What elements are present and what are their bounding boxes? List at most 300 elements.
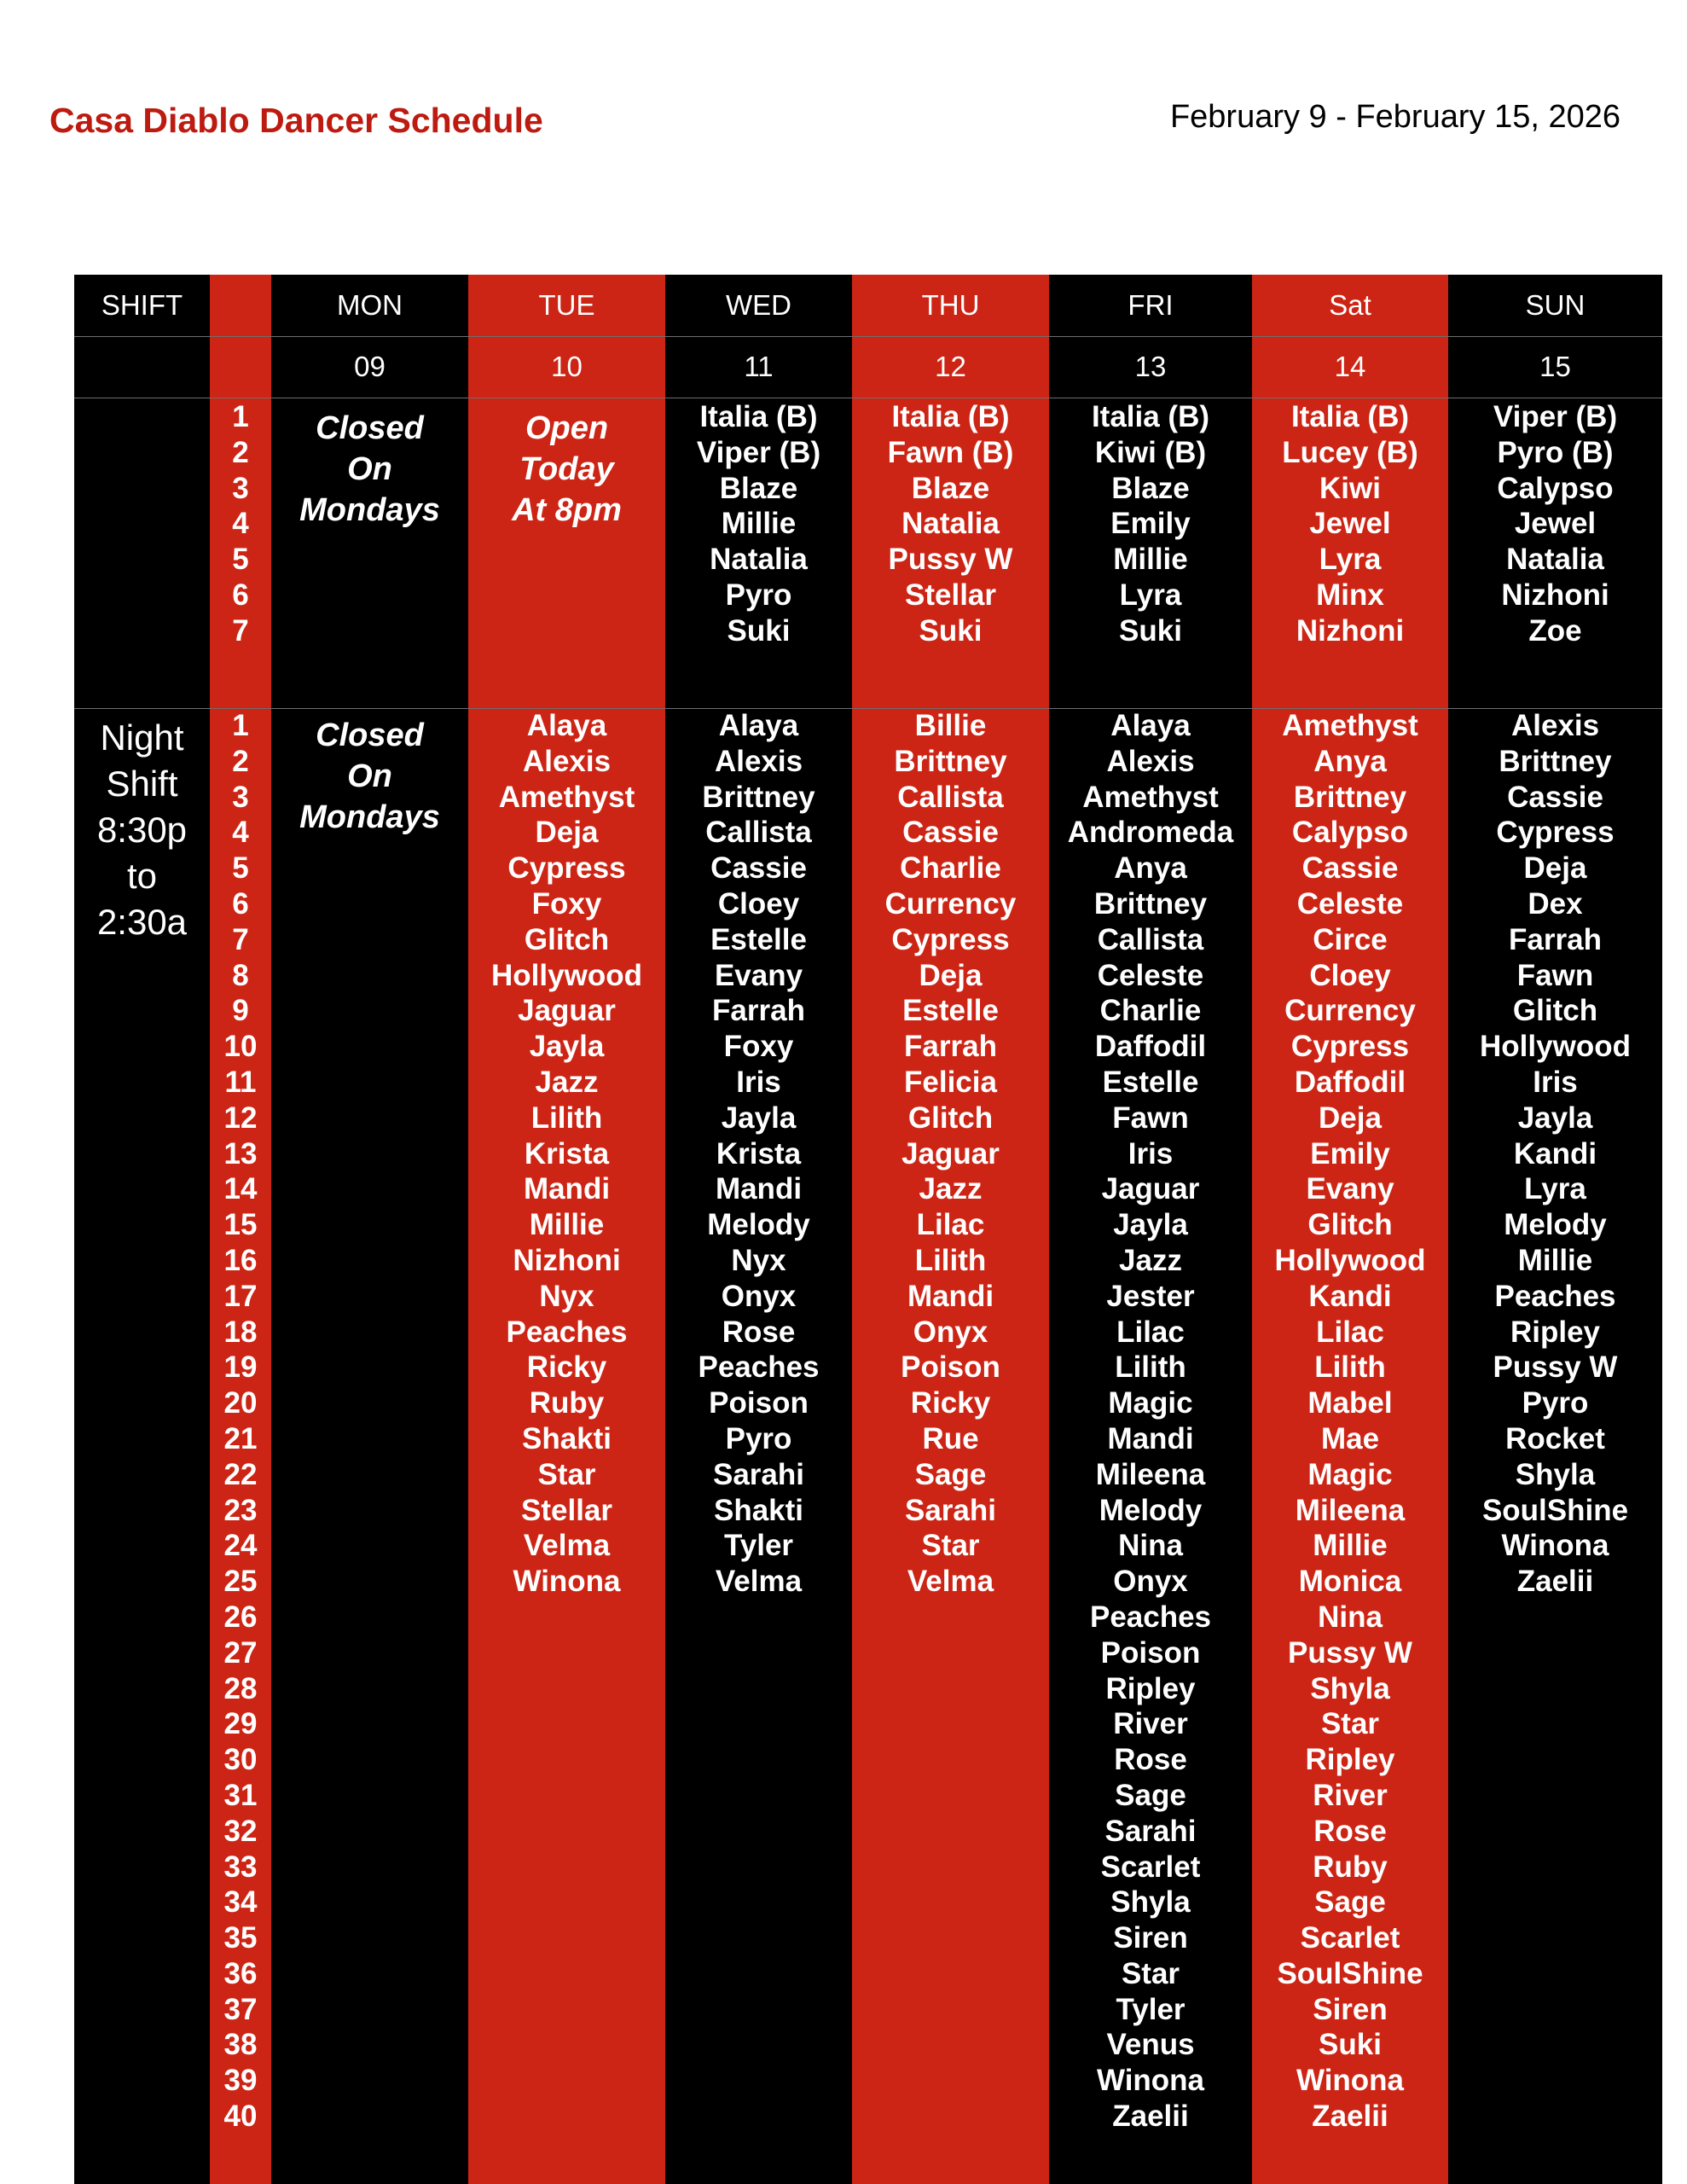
dancer-name: Dex bbox=[1528, 886, 1583, 921]
dancer-name: Natalia bbox=[1506, 543, 1604, 577]
top-roster bbox=[1448, 399, 1662, 649]
night-roster bbox=[665, 708, 852, 1600]
dancer-name: Ruby bbox=[1313, 1850, 1388, 1884]
dancer-name: Evany bbox=[714, 958, 803, 992]
dancer-name: Pyro (B) bbox=[1497, 435, 1614, 469]
dancer-name: Star bbox=[537, 1457, 596, 1491]
dancer-name: Krista bbox=[524, 1136, 610, 1170]
dancer-name: Peaches bbox=[1494, 1279, 1616, 1313]
slot-number: 32 bbox=[223, 1814, 258, 1848]
dancer-name: Celeste bbox=[1296, 886, 1404, 921]
slot-number: 34 bbox=[223, 1885, 258, 1920]
dancer-name: Pyro bbox=[725, 578, 792, 612]
dancer-name: Alexis bbox=[522, 744, 612, 778]
slot-number: 11 bbox=[224, 1065, 257, 1099]
schedule-table bbox=[74, 275, 1662, 2184]
dancer-name: Felicia bbox=[904, 1065, 997, 1099]
dancer-name: Jayla bbox=[1517, 1101, 1593, 1135]
slot-number: 25 bbox=[223, 1565, 258, 1599]
dancer-name: Star bbox=[1320, 1707, 1380, 1741]
dancer-name: Shyla bbox=[1310, 1671, 1390, 1705]
dancer-name: Star bbox=[1121, 1956, 1180, 1990]
slot-number: 1 bbox=[232, 400, 249, 433]
dancer-name: Hollywood bbox=[1480, 1030, 1631, 1064]
dancer-name: Andromeda bbox=[1067, 816, 1234, 850]
dancer-name: Jaguar bbox=[1101, 1172, 1200, 1206]
slot-number: 3 bbox=[232, 471, 249, 505]
slot-number: 23 bbox=[223, 1493, 258, 1527]
night-roster bbox=[1049, 708, 1252, 2135]
dancer-name: Lilac bbox=[916, 1208, 985, 1242]
dancer-name: Blaze bbox=[719, 471, 798, 505]
dancer-name: Poison bbox=[901, 1350, 1000, 1385]
night-roster bbox=[852, 708, 1049, 1600]
dancer-name: Viper (B) bbox=[696, 435, 821, 469]
slot-number: 14 bbox=[223, 1172, 258, 1206]
dancer-name: Italia (B) bbox=[1091, 400, 1210, 433]
closed-note-night: Closed On Mondays bbox=[299, 717, 440, 835]
day-date: 14 bbox=[1252, 336, 1448, 398]
dancer-name: Peaches bbox=[506, 1315, 628, 1349]
dancer-name: Jaguar bbox=[518, 994, 616, 1028]
dancer-name: Zaelii bbox=[1312, 2100, 1388, 2134]
dancer-name: Velma bbox=[523, 1529, 611, 1563]
dancer-name: Estelle bbox=[1102, 1065, 1199, 1099]
shift-column bbox=[74, 275, 210, 2184]
slot-number: 8 bbox=[232, 958, 249, 992]
dancer-name: Shakti bbox=[521, 1421, 612, 1455]
slot-number: 31 bbox=[223, 1778, 258, 1812]
dancer-name: Charlie bbox=[1099, 994, 1202, 1028]
dancer-name: Glitch bbox=[524, 922, 610, 956]
slot-number: 30 bbox=[223, 1743, 258, 1777]
dancer-name: Zaelii bbox=[1516, 1565, 1594, 1599]
page-title: Casa Diablo Dancer Schedule bbox=[49, 101, 543, 140]
dancer-name: Sage bbox=[914, 1457, 987, 1491]
dancer-name: Kiwi bbox=[1319, 471, 1381, 505]
slot-number: 3 bbox=[232, 780, 249, 814]
slot-number: 40 bbox=[223, 2100, 258, 2134]
dancer-name: Amethyst bbox=[498, 780, 635, 814]
dancer-name: Iris bbox=[1533, 1065, 1578, 1099]
date-range: February 9 - February 15, 2026 bbox=[1169, 99, 1620, 135]
slot-number: 15 bbox=[223, 1208, 258, 1242]
dancer-name: Millie bbox=[529, 1208, 605, 1242]
dancer-name: Cypress bbox=[891, 922, 1010, 956]
day-date: 13 bbox=[1049, 336, 1252, 398]
dancer-name: Millie bbox=[1517, 1243, 1593, 1277]
dancer-name: Nyx bbox=[731, 1243, 786, 1277]
dancer-name: Anya bbox=[1114, 851, 1187, 886]
dancer-name: Peaches bbox=[1089, 1600, 1212, 1634]
dancer-name: Scarlet bbox=[1100, 1850, 1201, 1884]
dancer-name: Lilac bbox=[1316, 1315, 1384, 1349]
dancer-name: Shakti bbox=[713, 1493, 804, 1527]
dancer-name: Natalia bbox=[901, 507, 1000, 541]
dancer-name: Hollywood bbox=[1274, 1243, 1426, 1277]
dancer-name: Onyx bbox=[721, 1279, 797, 1313]
dancer-name: Millie bbox=[721, 507, 797, 541]
dancer-name: Amethyst bbox=[1282, 709, 1418, 742]
dancer-name: Mae bbox=[1320, 1421, 1380, 1455]
dancer-name: Sarahi bbox=[713, 1457, 804, 1491]
day-column-thu bbox=[852, 275, 1049, 2184]
top-roster bbox=[1252, 399, 1448, 649]
dancer-name: Venus bbox=[1106, 2028, 1195, 2062]
slot-number: 22 bbox=[223, 1457, 258, 1491]
dancer-name: Melody bbox=[1099, 1493, 1203, 1527]
dancer-name: Onyx bbox=[1113, 1565, 1188, 1599]
slot-number: 6 bbox=[232, 886, 249, 921]
dancer-name: Kiwi (B) bbox=[1094, 435, 1207, 469]
dancer-name: Lucey (B) bbox=[1282, 435, 1418, 469]
dancer-name: Estelle bbox=[710, 922, 807, 956]
dancer-name: Tyler bbox=[1116, 1992, 1186, 2026]
dancer-name: Glitch bbox=[1307, 1208, 1393, 1242]
dancer-name: Cloey bbox=[1309, 958, 1391, 992]
slot-number: 28 bbox=[223, 1671, 258, 1705]
dancer-name: Winona bbox=[1096, 2064, 1205, 2098]
dancer-name: Magic bbox=[1307, 1457, 1393, 1491]
slot-number: 4 bbox=[232, 507, 249, 541]
dancer-name: Cassie bbox=[1301, 851, 1399, 886]
day-header: Sat bbox=[1252, 275, 1448, 337]
dancer-name: Daffodil bbox=[1294, 1065, 1406, 1099]
dancer-name: Magic bbox=[1108, 1386, 1193, 1420]
dancer-name: Lilac bbox=[1116, 1315, 1185, 1349]
dancer-name: Lilith bbox=[530, 1101, 603, 1135]
day-header: SUN bbox=[1448, 275, 1662, 337]
dancer-name: Zoe bbox=[1528, 613, 1582, 648]
dancer-name: Deja bbox=[535, 816, 599, 850]
dancer-name: Callista bbox=[705, 816, 812, 850]
dancer-name: Poison bbox=[1100, 1635, 1201, 1670]
dancer-name: Alaya bbox=[526, 709, 607, 742]
dancer-name: Ricky bbox=[526, 1350, 607, 1385]
dancer-name: Pussy W bbox=[1288, 1635, 1412, 1670]
slot-number: 39 bbox=[223, 2064, 258, 2098]
dancer-name: Lilith bbox=[914, 1243, 987, 1277]
dancer-name: Deja bbox=[919, 958, 983, 992]
dancer-name: Lyra bbox=[1319, 543, 1382, 577]
open-note: Open Today At 8pm bbox=[512, 410, 622, 528]
dancer-name: Evany bbox=[1306, 1172, 1394, 1206]
closed-note: Closed On Mondays bbox=[299, 410, 440, 528]
dancer-name: Billie bbox=[914, 709, 987, 742]
dancer-name: SoulShine bbox=[1481, 1493, 1629, 1527]
day-column-wed bbox=[665, 275, 852, 2184]
dancer-name: Jewel bbox=[1309, 507, 1391, 541]
night-slot-numbers bbox=[210, 708, 271, 2135]
slot-number: 2 bbox=[232, 744, 249, 778]
dancer-name: Pussy W bbox=[1493, 1350, 1618, 1385]
dancer-name: Melody bbox=[707, 1208, 810, 1242]
day-column-sat bbox=[1252, 275, 1448, 2184]
night-roster bbox=[1252, 708, 1448, 2135]
dancer-name: Suki bbox=[727, 613, 791, 648]
slot-number: 9 bbox=[232, 994, 249, 1028]
dancer-name: Shyla bbox=[1110, 1885, 1191, 1920]
dancer-name: Jaguar bbox=[901, 1136, 1000, 1170]
dancer-name: Velma bbox=[715, 1565, 803, 1599]
dancer-name: Fawn bbox=[1112, 1101, 1189, 1135]
dancer-name: Krista bbox=[716, 1136, 802, 1170]
dancer-name: River bbox=[1313, 1778, 1388, 1812]
slot-number: 37 bbox=[223, 1992, 258, 2026]
dancer-name: Sage bbox=[1115, 1778, 1186, 1812]
slot-number: 5 bbox=[232, 851, 249, 886]
day-header: WED bbox=[665, 275, 852, 337]
shift-header: SHIFT bbox=[74, 275, 210, 337]
day-header: TUE bbox=[468, 275, 665, 337]
dancer-name: Hollywood bbox=[491, 958, 642, 992]
dancer-name: Lyra bbox=[1119, 578, 1182, 612]
dancer-name: Alexis bbox=[1106, 744, 1195, 778]
slot-number: 38 bbox=[223, 2028, 258, 2062]
dancer-name: Sarahi bbox=[1104, 1814, 1197, 1848]
dancer-name: Rue bbox=[922, 1421, 979, 1455]
dancer-name: Rose bbox=[1313, 1814, 1387, 1848]
slot-number: 16 bbox=[223, 1243, 258, 1277]
slot-number: 18 bbox=[223, 1315, 258, 1349]
dancer-name: Winona bbox=[513, 1565, 621, 1599]
dancer-name: Monica bbox=[1298, 1565, 1402, 1599]
dancer-name: Farrah bbox=[712, 994, 805, 1028]
dancer-name: SoulShine bbox=[1277, 1956, 1423, 1990]
dancer-name: Calypso bbox=[1291, 816, 1409, 850]
slot-number: 24 bbox=[223, 1529, 258, 1563]
dancer-name: Pussy W bbox=[888, 543, 1013, 577]
day-date: 12 bbox=[852, 336, 1049, 398]
dancer-name: Brittney bbox=[1293, 780, 1407, 814]
dancer-name: Iris bbox=[736, 1065, 781, 1099]
dancer-name: Zaelii bbox=[1112, 2100, 1189, 2134]
dancer-name: Jester bbox=[1106, 1279, 1195, 1313]
slot-number: 5 bbox=[232, 543, 249, 577]
dancer-name: Iris bbox=[1128, 1136, 1174, 1170]
dancer-name: Nina bbox=[1318, 1600, 1383, 1634]
slot-number: 26 bbox=[223, 1600, 258, 1634]
dancer-name: Scarlet bbox=[1300, 1921, 1400, 1955]
night-shift-label: Night Shift 8:30p to 2:30a bbox=[96, 717, 188, 942]
dancer-name: Cassie bbox=[1507, 780, 1603, 814]
dancer-name: Star bbox=[921, 1529, 980, 1563]
shift-date-cell bbox=[74, 336, 210, 398]
dancer-name: Tyler bbox=[723, 1529, 794, 1563]
dancer-name: Farrah bbox=[904, 1030, 997, 1064]
dancer-name: Cypress bbox=[1496, 816, 1615, 850]
dancer-name: Jayla bbox=[721, 1101, 797, 1135]
slot-number: 13 bbox=[223, 1136, 258, 1170]
dancer-name: Millie bbox=[1113, 543, 1188, 577]
dancer-name: Ripley bbox=[1305, 1743, 1395, 1777]
dancer-name: Winona bbox=[1501, 1529, 1609, 1563]
dancer-name: Alexis bbox=[1510, 709, 1600, 742]
day-date: 09 bbox=[271, 336, 468, 398]
dancer-name: Calypso bbox=[1497, 471, 1614, 505]
day-column-mon bbox=[271, 275, 468, 2184]
dancer-name: Melody bbox=[1504, 1208, 1607, 1242]
top-slot-numbers bbox=[210, 399, 271, 649]
dancer-name: Brittney bbox=[1093, 886, 1208, 921]
slot-number: 36 bbox=[223, 1956, 258, 1990]
dancer-name: Lyra bbox=[1524, 1172, 1586, 1206]
dancer-name: Deja bbox=[1319, 1101, 1382, 1135]
dancer-name: Italia (B) bbox=[699, 400, 818, 433]
slot-number: 33 bbox=[223, 1850, 258, 1884]
dancer-name: Foxy bbox=[723, 1030, 794, 1064]
slot-number-column bbox=[210, 275, 271, 2184]
dancer-name: Mileena bbox=[1295, 1493, 1406, 1527]
slot-number: 17 bbox=[223, 1279, 258, 1313]
dancer-name: Deja bbox=[1523, 851, 1587, 886]
dancer-name: Pyro bbox=[1522, 1386, 1589, 1420]
day-date: 15 bbox=[1448, 336, 1662, 398]
dancer-name: Viper (B) bbox=[1493, 400, 1618, 433]
dancer-name: Ruby bbox=[529, 1386, 605, 1420]
dancer-name: River bbox=[1113, 1707, 1188, 1741]
dancer-name: Suki bbox=[1319, 2028, 1382, 2062]
day-column-fri bbox=[1049, 275, 1252, 2184]
top-roster bbox=[1049, 399, 1252, 649]
dancer-name: Cloey bbox=[717, 886, 800, 921]
dancer-name: Currency bbox=[884, 886, 1017, 921]
dancer-name: Farrah bbox=[1509, 922, 1602, 956]
dancer-name: Mabel bbox=[1307, 1386, 1393, 1420]
dancer-name: Glitch bbox=[1512, 994, 1598, 1028]
dancer-name: Nizhoni bbox=[1501, 578, 1609, 612]
dancer-name: Anya bbox=[1313, 744, 1387, 778]
dancer-name: Siren bbox=[1113, 1921, 1188, 1955]
slot-number: 19 bbox=[223, 1350, 258, 1385]
dancer-name: Sarahi bbox=[905, 1493, 996, 1527]
day-date: 11 bbox=[665, 336, 852, 398]
slot-number: 7 bbox=[232, 922, 249, 956]
dancer-name: Italia (B) bbox=[1290, 400, 1410, 433]
top-roster bbox=[852, 399, 1049, 649]
dancer-name: Lilith bbox=[1314, 1350, 1386, 1385]
dancer-name: Onyx bbox=[913, 1315, 988, 1349]
day-header: MON bbox=[271, 275, 468, 337]
dancer-name: Alaya bbox=[1110, 709, 1191, 742]
dancer-name: Emily bbox=[1310, 1136, 1390, 1170]
dancer-name: Nyx bbox=[539, 1279, 594, 1313]
dancer-name: Jayla bbox=[1113, 1208, 1188, 1242]
dancer-name: Mandi bbox=[523, 1172, 611, 1206]
dancer-name: Blaze bbox=[911, 471, 990, 505]
slot-number: 7 bbox=[232, 613, 249, 648]
dancer-name: Mileena bbox=[1095, 1457, 1206, 1491]
dancer-name: Stellar bbox=[521, 1493, 612, 1527]
slot-number: 27 bbox=[223, 1635, 258, 1670]
dancer-name: Poison bbox=[709, 1386, 809, 1420]
dancer-name: Ripley bbox=[1105, 1671, 1196, 1705]
dancer-name: Brittney bbox=[894, 744, 1007, 778]
dancer-name: Cypress bbox=[507, 851, 626, 886]
dancer-name: Daffodil bbox=[1094, 1030, 1207, 1064]
dancer-name: Italia (B) bbox=[891, 400, 1010, 433]
dancer-name: Blaze bbox=[1111, 471, 1190, 505]
dancer-name: Velma bbox=[907, 1565, 994, 1599]
dancer-name: Mandi bbox=[1107, 1421, 1194, 1455]
dancer-name: Cassie bbox=[902, 816, 999, 850]
dancer-name: Alexis bbox=[714, 744, 803, 778]
day-column-sun bbox=[1448, 275, 1662, 2184]
dancer-name: Millie bbox=[1313, 1529, 1388, 1563]
dancer-name: Rose bbox=[1114, 1743, 1187, 1777]
dancer-name: Rocket bbox=[1505, 1421, 1605, 1455]
dancer-name: Fawn (B) bbox=[887, 435, 1014, 469]
dancer-name: Circe bbox=[1313, 922, 1388, 956]
slot-number: 35 bbox=[223, 1921, 258, 1955]
slot-date-cell bbox=[210, 336, 271, 398]
dancer-name: Callista bbox=[1097, 922, 1204, 956]
dancer-name: Jewel bbox=[1514, 507, 1597, 541]
dancer-name: Charlie bbox=[900, 851, 1001, 886]
dancer-name: Nizhoni bbox=[513, 1243, 621, 1277]
dancer-name: Siren bbox=[1313, 1992, 1388, 2026]
dancer-name: Amethyst bbox=[1082, 780, 1219, 814]
slot-number: 12 bbox=[223, 1101, 258, 1135]
dancer-name: Cassie bbox=[710, 851, 807, 886]
dancer-name: Rose bbox=[722, 1315, 796, 1349]
night-roster bbox=[1448, 708, 1662, 1600]
dancer-name: Fawn bbox=[1516, 958, 1594, 992]
slot-number: 20 bbox=[223, 1386, 258, 1420]
slot-number: 4 bbox=[232, 816, 249, 850]
dancer-name: Peaches bbox=[698, 1350, 820, 1385]
dancer-name: Pyro bbox=[725, 1421, 792, 1455]
dancer-name: Brittney bbox=[1499, 744, 1612, 778]
dancer-name: Nizhoni bbox=[1296, 613, 1405, 648]
slot-number: 6 bbox=[232, 578, 249, 612]
slot-number: 1 bbox=[232, 709, 249, 742]
slot-number: 29 bbox=[223, 1707, 258, 1741]
dancer-name: Mandi bbox=[907, 1279, 994, 1313]
dancer-name: Kandi bbox=[1308, 1279, 1392, 1313]
dancer-name: Lilith bbox=[1115, 1350, 1186, 1385]
slot-number: 2 bbox=[232, 435, 249, 469]
dancer-name: Glitch bbox=[907, 1101, 994, 1135]
dancer-name: Callista bbox=[897, 780, 1004, 814]
dancer-name: Currency bbox=[1284, 994, 1416, 1028]
dancer-name: Ricky bbox=[910, 1386, 991, 1420]
dancer-name: Suki bbox=[919, 613, 983, 648]
dancer-name: Mandi bbox=[715, 1172, 803, 1206]
day-date: 10 bbox=[468, 336, 665, 398]
dancer-name: Jazz bbox=[535, 1065, 599, 1099]
dancer-name: Brittney bbox=[702, 780, 815, 814]
dancer-name: Natalia bbox=[710, 543, 808, 577]
dancer-name: Kandi bbox=[1513, 1136, 1597, 1170]
slot-number: 21 bbox=[223, 1421, 258, 1455]
dancer-name: Cypress bbox=[1290, 1030, 1410, 1064]
dancer-name: Jazz bbox=[1119, 1243, 1182, 1277]
day-header: THU bbox=[852, 275, 1049, 337]
dancer-name: Jayla bbox=[529, 1030, 605, 1064]
dancer-name: Alaya bbox=[718, 709, 799, 742]
dancer-name: Foxy bbox=[531, 886, 602, 921]
dancer-name: Nina bbox=[1118, 1529, 1183, 1563]
dancer-name: Stellar bbox=[905, 578, 996, 612]
slot-header bbox=[210, 275, 271, 337]
dancer-name: Emily bbox=[1110, 507, 1191, 541]
dancer-name: Celeste bbox=[1097, 958, 1204, 992]
dancer-name: Minx bbox=[1316, 578, 1384, 612]
day-column-tue bbox=[468, 275, 665, 2184]
day-header: FRI bbox=[1049, 275, 1252, 337]
dancer-name: Sage bbox=[1314, 1885, 1386, 1920]
